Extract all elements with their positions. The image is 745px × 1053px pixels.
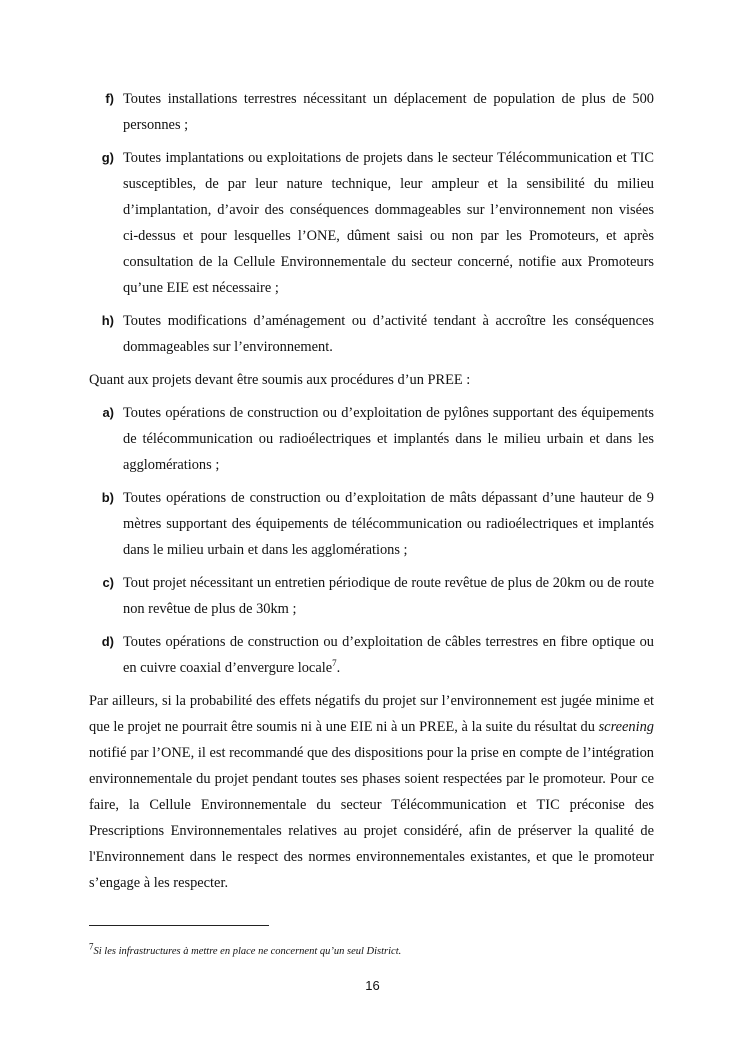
list-letter: g) — [101, 150, 114, 165]
final-paragraph — [89, 688, 654, 896]
list-item-a — [89, 400, 654, 478]
body-text — [89, 86, 654, 903]
list-item-f — [89, 86, 654, 138]
list-item-d — [89, 629, 654, 681]
final-paragraph-start: Par ailleurs, si la probabilité des effets négatifs du projet sur l’environnement est jugée minime et que le projet ne pourrait être soumis ni à une EIE ni à un PREE, à la suite du résultat du — [89, 693, 654, 735]
list-text-end: . — [336, 660, 341, 676]
list-text: Toutes installations terrestres nécessitant un déplacement de population de plus de 500 personnes ; — [123, 91, 654, 133]
list-letter: f) — [105, 91, 114, 106]
screening-term: screening — [598, 719, 654, 735]
page-number: 16 — [365, 978, 380, 993]
list-letter: b) — [101, 490, 114, 505]
list-text: Toutes implantations ou exploitations de projets dans le secteur Télécommunication et TIC susceptibles, de par leur nature technique, leur ampleur et la sensibilité du milieu d’implantation, d’avoir des conséquences dommageables sur l’environnement non visées ci-dessus et pour lesquelles l’ONE, dûment saisi ou non par les Promoteurs, et après consultation de la Cellule Environnementale du secteur concerné, notifie aux Promoteurs qu’une EIE est nécessaire ; — [123, 150, 654, 296]
footnote-text: Si les infrastructures à mettre en place ne concernent qu’un seul District. — [93, 946, 402, 957]
footnote-number: 7 — [89, 941, 94, 952]
list-item-h — [89, 308, 654, 360]
list-letter: a) — [102, 405, 114, 420]
list-letter: h) — [101, 313, 114, 328]
list-item-c — [89, 570, 654, 622]
list-letter: c) — [102, 575, 114, 590]
footnote — [89, 941, 654, 959]
list-item-b — [89, 485, 654, 563]
pree-intro: Quant aux projets devant être soumis aux procédures d’un PREE : — [89, 372, 471, 388]
list-text: Toutes opérations de construction ou d’exploitation de mâts dépassant d’une hauteur de 9 mètres supportant des équipements de télécommunication ou radioélectriques et implantés dans le milieu urbain et dans les agglomérations ; — [123, 490, 654, 558]
list-text: Toutes modifications d’aménagement ou d’activité tendant à accroître les conséquences dommageables sur l’environnement. — [123, 313, 654, 355]
list-item-g — [89, 145, 654, 301]
list-text: Tout projet nécessitant un entretien périodique de route revêtue de plus de 20km ou de route non revêtue de plus de 30km ; — [123, 575, 654, 617]
footnote-reference: 7 — [332, 658, 337, 669]
list-text: Toutes opérations de construction ou d’exploitation de pylônes supportant des équipements de télécommunication ou radioélectriques et implantés dans le milieu urbain et dans les agglomérations ; — [123, 405, 654, 473]
final-paragraph-end: notifié par l’ONE, il est recommandé que des dispositions pour la prise en compte de l’intégration environnementale du projet pendant toutes ses phases soient respectées par le promoteur. Pour ce faire, la Cellule Environnementale du secteur Télécommunication et TIC préconise des Prescriptions Environnementales relatives au projet considéré, afin de préserver la qualité de l'Environnement dans le respect des normes environnementales existantes, et que le promoteur s’engage à les respecter. — [89, 745, 654, 891]
list-text-main: Toutes opérations de construction ou d’exploitation de câbles terrestres en fibre optique ou en cuivre coaxial d’envergure locale — [123, 634, 654, 676]
list-letter: d) — [101, 634, 114, 649]
footnote-separator — [89, 925, 269, 926]
list-text — [123, 629, 654, 681]
